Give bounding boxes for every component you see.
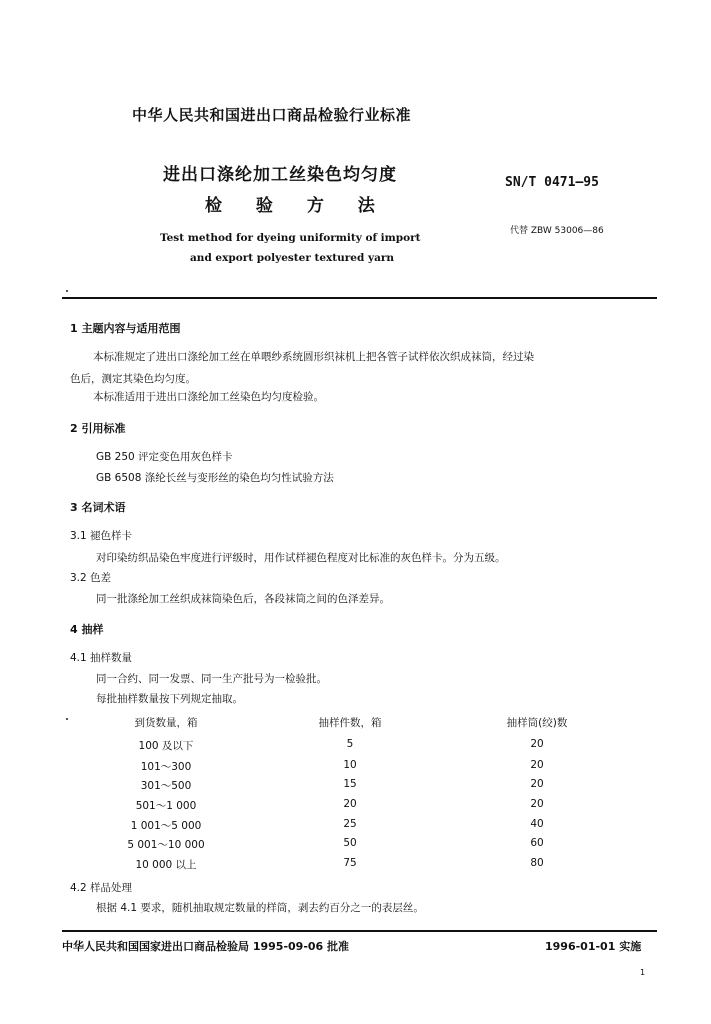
footer-divider (62, 930, 657, 932)
section-2-heading: 2 引用标准 (70, 422, 126, 435)
table-cell: 101～300 (140, 761, 192, 773)
table-cell: 20 (530, 759, 544, 771)
clause-4-1: 4.1 抽样数量 (70, 652, 133, 664)
table-cell: 20 (530, 778, 544, 790)
effective-date: 1996-01-01 实施 (545, 940, 642, 953)
section-1-para-2: 本标准适用于进出口涤纶加工丝染色均匀度检验。 (93, 391, 324, 403)
reference-gb250: GB 250 评定变色用灰色样卡 (96, 451, 233, 463)
table-cell: 80 (530, 857, 544, 869)
table-cell: 5 (346, 738, 354, 750)
table-cell: 501～1 000 (135, 800, 197, 812)
title-en-line2: and export polyester textured yarn (190, 252, 395, 264)
term-3-2: 3.2 色差 (70, 572, 112, 584)
table-cell: 10 (343, 759, 357, 771)
title-en-line1: Test method for dyeing uniformity of import (160, 232, 421, 244)
term-3-1-def: 对印染纺织品染色牢度进行评级时，用作试样褪色程度对比标准的灰色样卡。分为五级。 (96, 552, 506, 564)
clause-4-1-para-2: 每批抽样数量按下列规定抽取。 (96, 693, 243, 705)
table-header-pieces: 抽样件数，箱 (318, 717, 382, 729)
table-cell: 25 (343, 818, 357, 830)
section-4-heading: 4 抽样 (70, 623, 104, 636)
table-cell: 75 (343, 857, 357, 869)
table-cell: 40 (530, 818, 544, 830)
approval-note: 中华人民共和国国家进出口商品检验局 1995-09-06 批准 (62, 940, 350, 953)
scan-speck (66, 718, 68, 720)
table-cell: 20 (530, 738, 544, 750)
table-header-arrival: 到货数量，箱 (134, 717, 198, 729)
term-3-1: 3.1 褪色样卡 (70, 530, 133, 542)
header-divider (62, 297, 657, 299)
table-header-tubes: 抽样筒(绞)数 (506, 717, 568, 729)
table-cell: 5 001～10 000 (127, 839, 205, 851)
section-1-para-1b: 色后，测定其染色均匀度。 (70, 373, 196, 385)
table-cell: 60 (530, 837, 544, 849)
table-cell: 301～500 (140, 780, 192, 792)
term-3-2-def: 同一批涤纶加工丝织成袜筒染色后，各段袜筒之间的色泽差异。 (96, 593, 390, 605)
section-3-heading: 3 名词术语 (70, 501, 126, 514)
title-cn-line1: 进出口涤纶加工丝染色均匀度 (163, 165, 397, 185)
section-1-para-1a: 本标准规定了进出口涤纶加工丝在单喂纱系统圆形织袜机上把各管子试样依次织成袜筒，经过染 (93, 351, 534, 363)
section-1-heading: 1 主题内容与适用范围 (70, 322, 181, 335)
table-cell: 20 (343, 798, 357, 810)
standard-code: SN/T 0471—95 (505, 175, 599, 190)
clause-4-2: 4.2 样品处理 (70, 882, 133, 894)
reference-gb6508: GB 6508 涤纶长丝与变形丝的染色均匀性试验方法 (96, 472, 334, 484)
page-number: 1 (640, 968, 646, 977)
table-cell: 1 001～5 000 (130, 820, 202, 832)
clause-4-2-para: 根据 4.1 要求，随机抽取规定数量的样筒，剥去约百分之一的表层丝。 (96, 902, 424, 914)
table-cell: 10 000 以上 (135, 859, 197, 871)
replaces-note: 代替 ZBW 53006—86 (510, 226, 604, 236)
table-cell: 50 (343, 837, 357, 849)
table-cell: 20 (530, 798, 544, 810)
scan-speck (66, 290, 68, 292)
clause-4-1-para-1: 同一合约、同一发票、同一生产批号为一检验批。 (96, 673, 327, 685)
issuing-org: 中华人民共和国进出口商品检验行业标准 (132, 106, 412, 124)
table-cell: 15 (343, 778, 357, 790)
title-cn-line2: 检 验 方 法 (205, 196, 375, 216)
table-cell: 100 及以下 (138, 740, 194, 752)
